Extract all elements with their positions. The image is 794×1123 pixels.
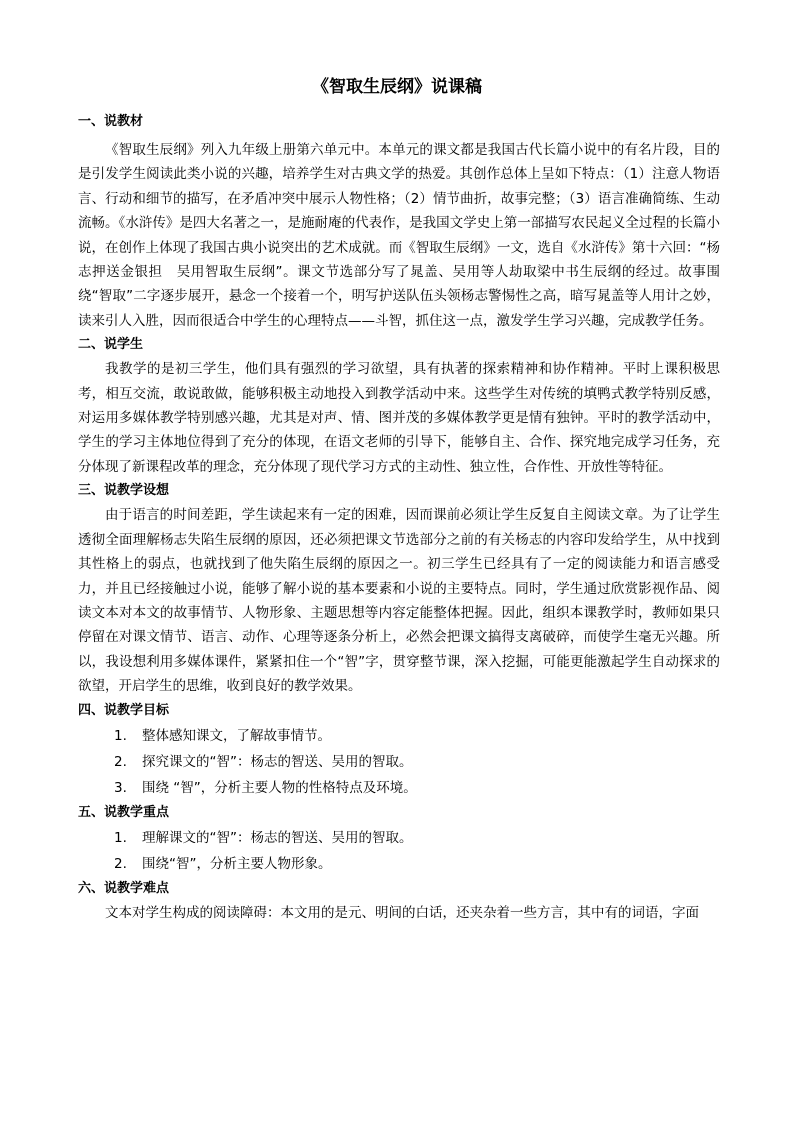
section-heading: 三、说教学设想 — [78, 483, 170, 499]
list-text: 探究课文的“智”：杨志的智送、吴用的智取。 — [142, 753, 413, 770]
document-title: 《智取生辰纲》说课稿 — [312, 77, 482, 97]
section-heading: 六、说教学难点 — [78, 880, 170, 896]
list-number: 2. — [114, 753, 127, 770]
list-item — [78, 723, 720, 749]
goals-list — [78, 723, 720, 801]
section-teaching-goals — [78, 699, 720, 801]
list-item — [78, 825, 720, 851]
document-body — [78, 110, 720, 925]
section-teaching-material — [78, 110, 720, 333]
section-teaching-difficulty — [78, 877, 720, 925]
section-teaching-idea — [78, 479, 720, 698]
section-heading: 五、说教学重点 — [78, 804, 170, 820]
paragraph: 我教学的是初三学生，他们具有强烈的学习欲望，具有执著的探索精神和协作精神。平时上课积极思考，相互交流，敢说敢做，能够积极主动地投入到教学活动中来。这些学生对传统的填鸭式教学特别反感，对运用多媒体教学特别感兴趣，尤其是对声、情、图并茂的多媒体教学更是情有独钟。平时的教学活动中，学生的学习主体地位得到了充分的体现，在语文老师的引导下，能够自主、合作、探究地完成学习任务，充分体现了新课程改革的理念，充分体现了现代学习方式的主动性、独立性，合作性、开放性等特征。 — [78, 361, 720, 475]
list-text: 整体感知课文，了解故事情节。 — [142, 727, 331, 744]
focus-list — [78, 825, 720, 877]
section-students — [78, 333, 720, 479]
section-heading: 一、说教材 — [78, 114, 144, 129]
list-number: 2. — [114, 855, 127, 872]
list-text: 围绕 “智”，分析主要人物的性格特点及环境。 — [142, 779, 417, 796]
paragraph: 文本对学生构成的阅读障碍：本文用的是元、明间的白话，还夹杂着一些方言，其中有的词语，字面 — [105, 904, 699, 921]
list-item — [78, 775, 720, 801]
section-teaching-focus — [78, 801, 720, 877]
paragraph: 由于语言的时间差距，学生读起来有一定的困难，因而课前必须让学生反复自主阅读文章。为了让学生透彻全面理解杨志失陷生辰纲的原因，还必须把课文节选部分之前的有关杨志的内容印发给学生，从中找到其性格上的弱点，也就找到了他失陷生辰纲的原因之一。初三学生已经具有了一定的阅读能力和语言感受力，并且已经接触过小说，能够了解小说的基本要素和小说的主要特点。同时，学生通过欣赏影视作品、阅读文本对本文的故事情节、人物形象、主题思想等内容定能整体把握。因此，组织本课教学时，教师如果只停留在对课文情节、语言、动作、心理等逐条分析上，必然会把课文搞得支离破碎，而使学生毫无兴趣。所以，我设想利用多媒体课件，紧紧扣住一个“智”字，贯穿整节课，深入挖掘，可能更能激起学生自动探求的欲望，开启学生的思维，收到良好的教学效果。 — [78, 507, 720, 695]
list-item — [78, 851, 720, 877]
list-number: 1. — [114, 727, 127, 744]
list-text: 围绕“智”，分析主要人物形象。 — [142, 855, 332, 872]
section-heading: 二、说学生 — [78, 337, 144, 353]
section-heading: 四、说教学目标 — [78, 702, 170, 718]
list-number: 3. — [114, 779, 127, 796]
list-item — [78, 749, 720, 775]
list-text: 理解课文的“智”：杨志的智送、吴用的智取。 — [142, 829, 413, 846]
paragraph: 《智取生辰纲》列入九年级上册第六单元中。本单元的课文都是我国古代长篇小说中的有名片段，目的是引发学生阅读此类小说的兴趣，培养学生对古典文学的热爱。其创作总体上呈如下特点：（1）注意人物语言、行动和细节的描写，在矛盾冲突中展示人物性格；（2）情节曲折，故事完整；（3）语言准确简练、生动流畅。《水浒传》是四大名著之一，是施耐庵的代表作，是我国文学史上第一部描写农民起义全过程的长篇小说，在创作上体现了我国古典小说突出的艺术成就。而《智取生辰纲》一文，选自《水浒传》第十六回：“杨志押送金银担 吴用智取生辰纲”。课文节选部分写了晁盖、吴用等人劫取梁中书生辰纲的经过。故事围绕“智取”二字逐步展开，悬念一个接着一个，明写护送队伍头领杨志警惕性之高，暗写晁盖等人用计之妙，读来引人入胜，因而很适合中学生的心理特点——斗智，抓住这一点，激发学生学习兴趣，完成教学任务。 — [78, 142, 720, 329]
list-number: 1. — [114, 829, 127, 846]
